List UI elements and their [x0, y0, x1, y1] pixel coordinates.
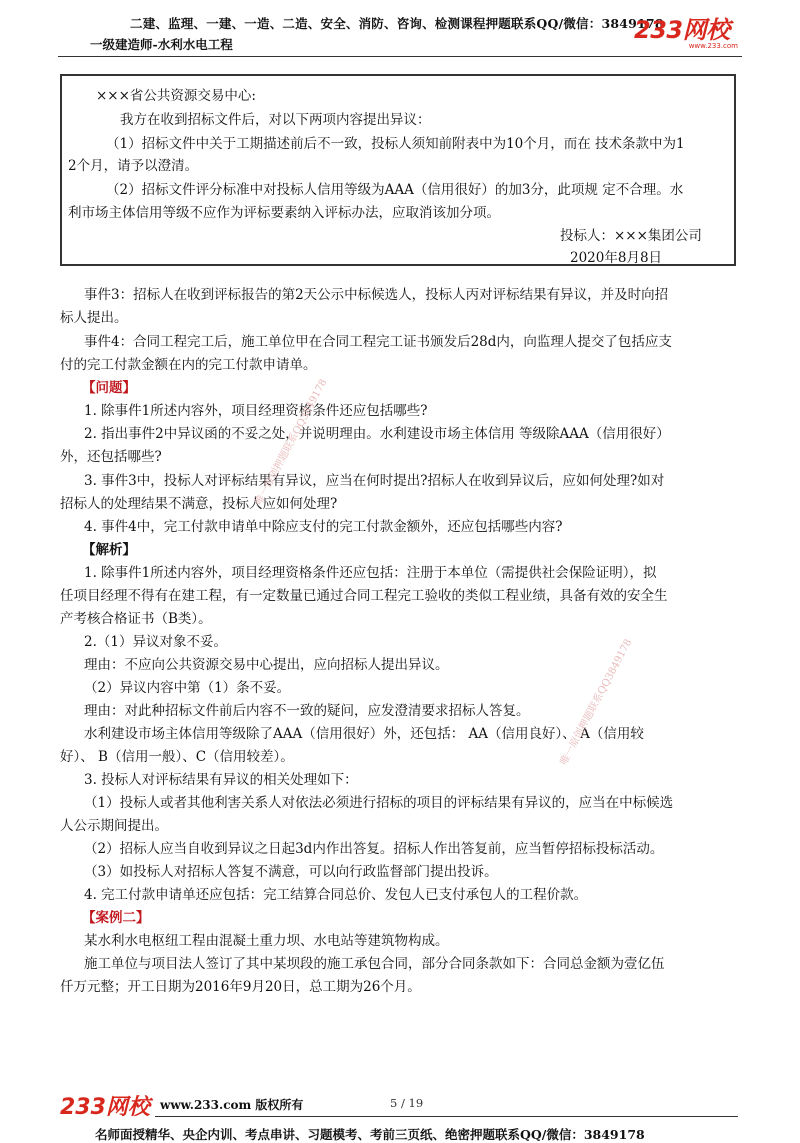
case-two-line2: 施工单位与项目法人签订了其中某坝段的施工承包合同，部分合同条款如下：合同总金额为壹亿伍 [84, 956, 665, 972]
event4-line1: 事件4：合同工程完工后，施工单位甲在合同工程完工证书颁发后28d内，向监理人提交了包括应支 [84, 334, 672, 350]
answer-1-line1: 1. 除事件1所述内容外，项目经理资格条件还应包括：注册于本单位（需提供社会保险证明），拟 [84, 565, 657, 581]
letter-item2-line2: 利市场主体信用等级不应作为评标要素纳入评标办法，应取消该加分项。 [68, 205, 500, 221]
watermark-text: 唯一原创押题联系QQ3849178 [253, 377, 330, 508]
header-divider [58, 56, 742, 57]
page-number: 5 / 19 [390, 1096, 424, 1110]
header-contact-line: 二建、监理、一建、一造、二造、安全、消防、咨询、检测课程押题联系QQ/微信：3849178 [130, 16, 664, 31]
question-2-line2: 外，还包括哪些? [60, 449, 162, 465]
question-3-line2: 招标人的处理结果不满意，投标人应如何处理? [60, 496, 338, 512]
event3-line2: 标人提出。 [60, 310, 128, 326]
answer-2-item2: （2）异议内容中第（1）条不妥。 [84, 680, 291, 696]
footer-logo: 233网校 [60, 1095, 150, 1120]
answer-3-intro: 3. 投标人对评标结果有异议的相关处理如下： [84, 772, 358, 788]
watermark-text: 唯一原创押题联系QQ3849178 [558, 637, 635, 768]
answer-4: 4. 完工付款申请单还应包括：完工结算合同总价、发包人已支付承包人的工程价款。 [84, 887, 588, 903]
answer-2-credit-line1: 水利建设市场主体信用等级除了AAA（信用很好）外，还包括： AA（信用良好）、 A（信用较 [84, 726, 644, 742]
footer-contact-line: 名师面授精华、央企内训、考点串讲、习题模考、考前三页纸、绝密押题联系QQ/微信：3849178 [95, 1127, 645, 1142]
answer-2-reason2: 理由：对此种招标文件前后内容不一致的疑问，应发澄清要求招标人答复。 [84, 703, 530, 719]
letter-item2-line1: （2）招标文件评分标准中对投标人信用等级为AAA（信用很好）的加3分，此项规 定不合理。水 [106, 182, 684, 198]
answer-3-item2: （2）招标人应当自收到异议之日起3d内作出答复。招标人作出答复前，应当暂停招标投标活动。 [84, 841, 664, 857]
header-logo-text: 233网校 [634, 16, 730, 44]
header-logo-url: www.233.com [688, 42, 738, 50]
question-4: 4. 事件4中，完工付款申请单中除应支付的完工付款金额外，还应包括哪些内容? [84, 519, 563, 535]
answer-2-reason1: 理由：不应向公共资源交易中心提出，应向招标人提出异议。 [84, 657, 449, 673]
footer-divider [155, 1116, 738, 1117]
answer-2-item1: 2.（1）异议对象不妥。 [84, 634, 227, 650]
answer-2-credit-line2: 好）、 B（信用一般）、C（信用较差）。 [60, 749, 294, 765]
case-two-line1: 某水利水电枢纽工程由混凝土重力坝、水电站等建筑物构成。 [84, 933, 449, 949]
letter-item1-line2: 2个月，请予以澄清。 [68, 158, 199, 174]
answer-1-line2: 任项目经理不得有在建工程，有一定数量已通过合同工程完工验收的类似工程业绩，具备有效的安全生 [60, 588, 668, 604]
event4-line2: 付的完工付款金额在内的完工付款申请单。 [60, 357, 317, 373]
question-1: 1. 除事件1所述内容外，项目经理资格条件还应包括哪些? [84, 403, 428, 419]
letter-salutation: ×××省公共资源交易中心: [96, 88, 256, 104]
answer-3-item1-line2: 人公示期间提出。 [60, 818, 168, 834]
letter-date: 2020年8月8日 [570, 250, 663, 266]
letter-intro: 我方在收到招标文件后，对以下两项内容提出异议： [120, 112, 431, 128]
header-logo [634, 18, 744, 56]
answer-3-item3: （3）如投标人对招标人答复不满意，可以向行政监督部门提出投诉。 [84, 864, 498, 880]
question-2-line1: 2. 指出事件2中异议函的不妥之处，并说明理由。水利建设市场主体信用 等级除AAA（信用很好） [84, 426, 670, 442]
header-subtitle: 一级建造师-水利水电工程 [90, 37, 233, 52]
case-two-heading: 【案例二】 [82, 910, 150, 926]
questions-heading: 【问题】 [82, 380, 136, 396]
answer-3-item1-line1: （1）投标人或者其他利害关系人对依法必须进行招标的项目的评标结果有异议的，应当在中标候选 [84, 795, 674, 811]
event3-line1: 事件3：招标人在收到评标报告的第2天公示中标候选人，投标人丙对评标结果有异议，并及时向招 [84, 287, 669, 303]
answer-1-line3: 产考核合格证书（B类）。 [60, 611, 212, 627]
question-3-line1: 3. 事件3中，投标人对评标结果有异议，应当在何时提出?招标人在收到异议后，应如何处理?如对 [84, 473, 665, 489]
footer-copyright: www.233.com 版权所有 [160, 1098, 304, 1112]
letter-signer: 投标人：×××集团公司 [560, 228, 702, 244]
analysis-heading: 【解析】 [82, 542, 136, 558]
letter-item1-line1: （1）招标文件中关于工期描述前后不一致，投标人须知前附表中为10个月，而在 技术条款中为1 [106, 136, 685, 152]
objection-letter-box [60, 74, 736, 266]
case-two-line3: 仟万元整；开工日期为2016年9月20日，总工期为26个月。 [60, 979, 421, 995]
